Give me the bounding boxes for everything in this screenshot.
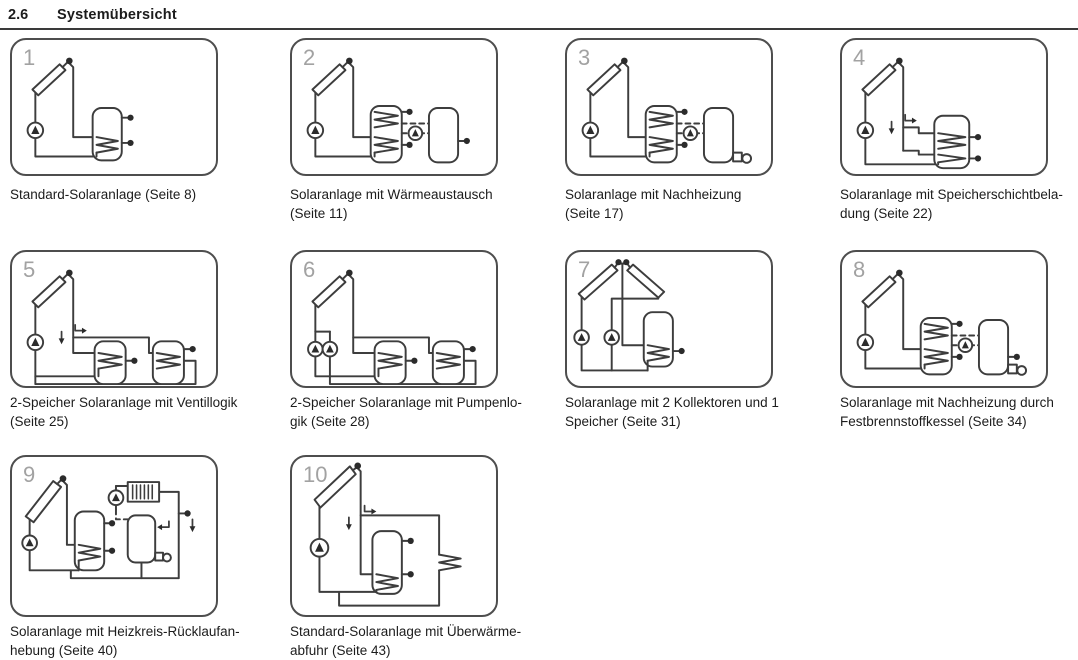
pump-icon — [583, 123, 599, 139]
system-4-box — [840, 38, 1048, 176]
system-number: 5 — [23, 257, 36, 282]
system-8-diagram — [842, 252, 1046, 386]
system-2-caption: Solaranlage mit Wärmeaustausch (Seite 11) — [290, 187, 493, 221]
port-dots — [122, 115, 134, 146]
pump-icon — [308, 342, 323, 357]
pump-icon-2 — [604, 330, 619, 345]
storage-tank — [372, 531, 401, 594]
storage-tank — [75, 511, 104, 570]
system-number: 9 — [23, 462, 36, 487]
storage-tank-1 — [95, 341, 126, 384]
system-card-5 — [10, 250, 278, 431]
system-card-10 — [290, 455, 558, 660]
boiler — [128, 515, 171, 562]
system-4-diagram — [842, 40, 1046, 174]
storage-tank — [371, 106, 402, 162]
system-2-diagram — [292, 40, 496, 174]
sensor-dot — [621, 58, 628, 65]
system-card-4 — [840, 38, 1076, 223]
pipe — [71, 570, 179, 578]
collector-icon — [587, 58, 627, 96]
system-8-caption: Solaranlage mit Nachheizung durch Festbrennstoffkessel (Seite 34) — [840, 395, 1054, 429]
system-5-caption: 2-Speicher Solaranlage mit Ventillogik (Seite 25) — [10, 395, 238, 429]
pump-icon — [311, 539, 329, 557]
system-number: 8 — [853, 257, 866, 282]
system-number: 2 — [303, 45, 316, 70]
pump-icon-2 — [323, 342, 338, 357]
storage-tank-2 — [433, 341, 464, 384]
pipe — [865, 304, 924, 368]
sensor-dot — [346, 58, 353, 65]
pipe — [349, 275, 378, 353]
burner-icon — [733, 153, 751, 163]
system-10-caption: Standard-Solaranlage mit Überwärme- abfuhr (Seite 43) — [290, 624, 522, 658]
valve-arrow-icon — [157, 519, 195, 532]
pump-icon — [22, 536, 37, 551]
section-number: 2.6 — [8, 7, 29, 23]
collector-icon — [312, 58, 352, 96]
boiler — [704, 108, 751, 163]
storage-tank — [93, 108, 122, 160]
system-10-box — [290, 455, 498, 617]
pipe — [899, 63, 903, 150]
sensor-dot — [896, 270, 903, 277]
storage-tank — [646, 106, 677, 162]
section-header — [0, 5, 1078, 29]
system-9-box — [10, 455, 218, 617]
system-7-caption: Solaranlage mit 2 Kollektoren und 1 Speicher (Seite 31) — [565, 395, 779, 429]
system-card-3 — [565, 38, 833, 223]
sensor-dot — [354, 463, 361, 470]
transfer-pump-icon — [409, 126, 423, 140]
transfer-pump-icon — [684, 126, 698, 140]
system-card-9 — [10, 455, 278, 660]
sensor-dot — [66, 270, 73, 277]
system-card-8 — [840, 250, 1078, 431]
port-dots — [969, 134, 981, 162]
pipe — [903, 127, 938, 133]
radiator-icon — [128, 482, 159, 502]
system-number: 10 — [303, 462, 328, 487]
system-6-box — [290, 250, 498, 388]
system-3-diagram — [567, 40, 771, 174]
system-8-box — [840, 250, 1048, 388]
pipe — [159, 492, 179, 578]
pump-icon — [28, 335, 44, 351]
transfer-pump-icon — [959, 338, 973, 352]
system-1-caption: Standard-Solaranlage (Seite 8) — [10, 187, 197, 202]
system-card-7 — [565, 250, 833, 431]
collector-icon — [32, 58, 72, 96]
system-card-2 — [290, 38, 558, 223]
page-title: Systemübersicht — [57, 7, 177, 23]
system-3-box — [565, 38, 773, 176]
pipe — [35, 92, 96, 156]
collector-icon — [312, 270, 352, 308]
collector-icon-right — [623, 259, 664, 298]
buffer-tank — [429, 108, 458, 162]
sensor-dot — [66, 58, 73, 65]
system-9-caption: Solaranlage mit Heizkreis-Rücklaufan- hebung (Seite 40) — [10, 624, 240, 658]
heat-exchanger-coil — [439, 555, 461, 571]
burner-icon — [1008, 365, 1026, 375]
pump-icon — [574, 330, 589, 345]
pump-icon — [858, 123, 874, 139]
sensor-dot — [60, 475, 67, 482]
heating-pump-icon — [109, 490, 124, 505]
system-card-1 — [10, 38, 278, 204]
system-1-diagram — [12, 40, 216, 174]
pipe — [315, 304, 378, 376]
collector-icon — [862, 58, 902, 96]
pipe — [315, 92, 374, 156]
system-number: 7 — [578, 257, 591, 282]
collector-icon — [32, 270, 72, 308]
system-4-caption: Solaranlage mit Speicherschichtbela- dung (Seite 22) — [840, 187, 1063, 221]
storage-tank — [934, 116, 969, 168]
pipe — [903, 151, 938, 155]
sensor-dot — [346, 270, 353, 277]
port-dots — [673, 348, 685, 354]
pipe — [865, 92, 938, 164]
system-number: 4 — [853, 45, 866, 70]
heat-dump-coil — [439, 555, 461, 571]
port-dots — [402, 538, 414, 578]
storage-tank — [644, 312, 673, 370]
storage-tank — [921, 318, 952, 374]
pipe — [590, 92, 649, 156]
system-2-box — [290, 38, 498, 176]
secondary-circuit — [116, 510, 128, 520]
system-5-diagram — [12, 252, 216, 386]
system-7-box — [565, 250, 773, 388]
pump-icon — [858, 335, 874, 351]
system-6-caption: 2-Speicher Solaranlage mit Pumpenlo- gik (Seite 28) — [290, 395, 522, 429]
system-6-diagram — [292, 252, 496, 386]
sensor-dot — [615, 259, 621, 265]
burner-icon — [155, 553, 171, 562]
system-number: 6 — [303, 257, 316, 282]
system-3-caption: Solaranlage mit Nachheizung (Seite 17) — [565, 187, 742, 221]
sensor-dot — [896, 58, 903, 65]
collector-icon — [862, 270, 902, 308]
storage-tank-1 — [375, 341, 406, 384]
solid-fuel-boiler — [979, 320, 1026, 375]
system-card-6 — [290, 250, 558, 431]
system-number: 3 — [578, 45, 591, 70]
header-rule — [0, 28, 1078, 30]
storage-tank-2 — [153, 341, 184, 384]
pump-icon — [28, 123, 44, 139]
system-5-box — [10, 250, 218, 388]
pipe — [69, 275, 98, 353]
pump-icon — [308, 123, 324, 139]
system-number: 1 — [23, 45, 36, 70]
system-7-diagram — [567, 252, 771, 386]
system-9-diagram — [12, 457, 216, 615]
sensor-dot — [623, 259, 629, 265]
system-1-box — [10, 38, 218, 176]
